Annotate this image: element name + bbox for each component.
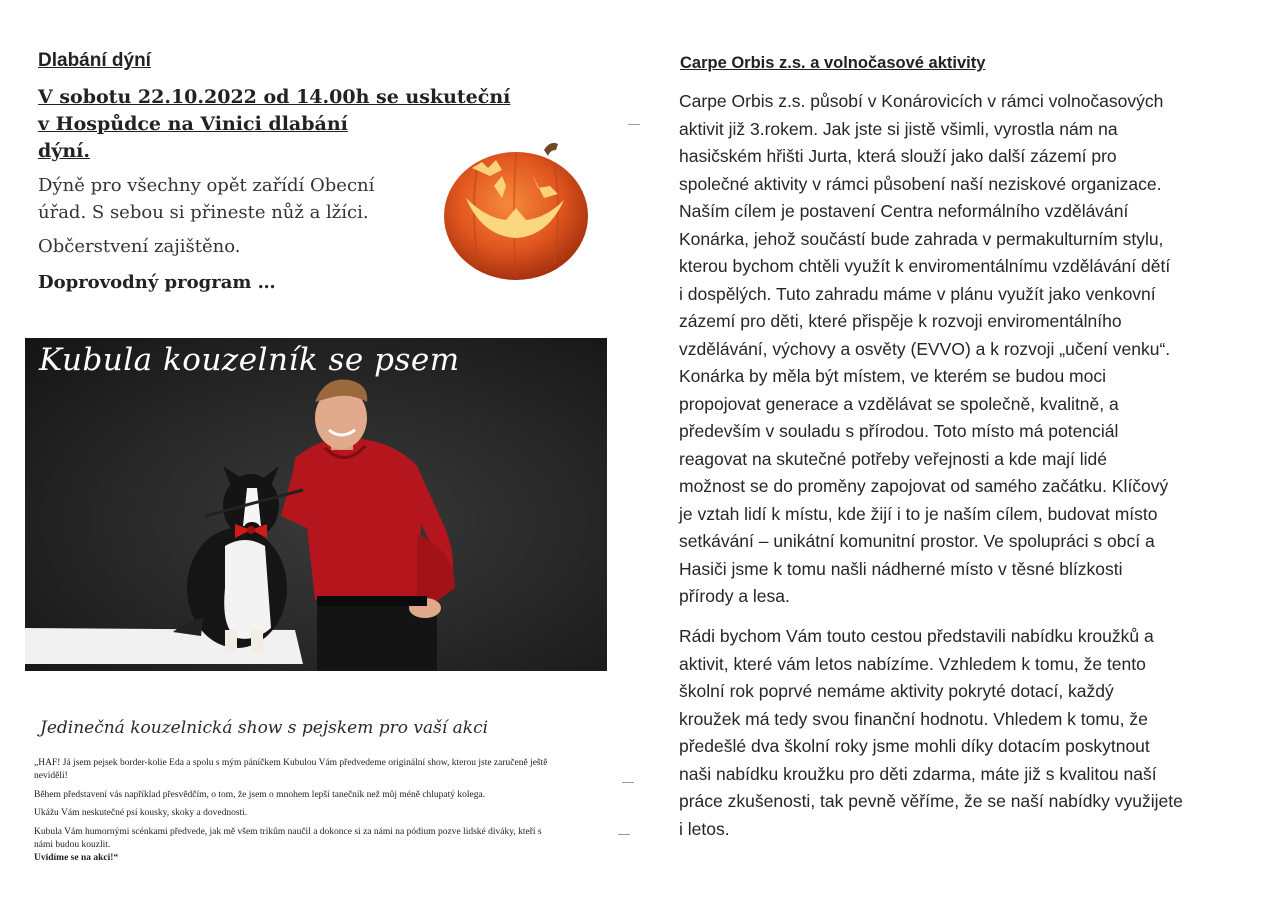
paragraph-line: přírody a lesa. (679, 586, 790, 606)
paragraph-line: aktivit, které vám letos nabízíme. Vzhledem k tomu, že tento (679, 653, 1146, 674)
paragraph-line: naši nabídku kroužku pro děti zdarma, máte již s kvalitou naší (679, 763, 1157, 784)
show-paragraph: Během představení vás například přesvědčím, o tom, že jsem o mnohem lepší tanečník než můj méně chlupatý kolega. (34, 790, 486, 800)
paragraph-line: Hasiči jsme k tomu našli nádherné místo v těsné blízkosti (679, 558, 1123, 579)
show-paragraph (34, 757, 604, 783)
paragraph-line: Rádi bychom Vám touto cestou představili nabídku kroužků a (679, 626, 1154, 646)
paragraph-line: vzdělávání, výchovy a osvěty (EVVO) a k rozvoji „učení venku“. (679, 338, 1171, 359)
activities-paragraph (679, 623, 1239, 843)
paragraph-line: Konárka, jehož součástí bude zahrada v permakulturním stylu, (679, 228, 1164, 249)
show-line: námi budou kouzlit. (34, 840, 111, 850)
show-line: „HAF! Já jsem pejsek border-kolie Eda a spolu s mým páníčkem Kubulou Vám předvedeme originální show, kterou jste zaručeně ještě (34, 758, 548, 768)
paragraph-line: Naším cílem je postavení Centra neformálního vzdělávání (679, 201, 1129, 221)
scan-mark (618, 834, 630, 835)
supplies-text (38, 172, 374, 226)
show-closing: Uvidíme se na akci!“ (34, 853, 119, 863)
paragraph-line: kterou bychom chtěli využít k enviromentálnímu vzdělávání dětí (679, 256, 1171, 276)
program-text: Doprovodný program … (38, 272, 276, 293)
paragraph-line: Carpe Orbis z.s. působí v Konárovicích v rámci volnočasových (679, 91, 1164, 111)
body-line: Dýně pro všechny opět zařídí Obecní (38, 175, 375, 196)
paragraph-line: práce zkušenosti, tak pevně věříme, že se naší nabídky využijete (679, 791, 1183, 811)
poster-title: Kubula kouzelník se psem (39, 342, 460, 378)
paragraph-line: propojovat generace a vzdělávat se společně, kvalitně, a (679, 393, 1119, 414)
paragraph-line: i dospělých. Tuto zahradu máme v plánu využít jako venkovní (679, 283, 1156, 304)
show-line: neviděli! (34, 771, 68, 781)
jack-o-lantern-icon (436, 134, 596, 286)
pumpkin-carving-title: Dlabání dýní (38, 50, 151, 71)
show-paragraph: Ukážu Vám neskutečné psí kousky, skoky a dovednosti. (34, 808, 248, 818)
show-paragraph (34, 826, 604, 865)
paragraph-line: zázemí pro děti, které přispěje k rozvoji enviromentálního (679, 311, 1122, 331)
body-line: úřad. S sebou si přineste nůž a lžíci. (38, 202, 369, 223)
paragraph-line: setkávání – unikátní komunitní prostor. Ve spolupráci s obcí a (679, 531, 1155, 551)
paragraph-line: možnost se do proměny zapojovat od samého začátku. Klíčový (679, 476, 1169, 496)
show-line: Kubula Vám humornými scénkami předvede, jak mě všem trikům naučil a dokonce si za námi na pódium pozve lidské diváky, kteří s (34, 827, 542, 837)
paragraph-line: Konárka by měla být místem, ve kterém se budou moci (679, 366, 1106, 386)
paragraph-line: především v souladu s přírodou. Toto místo má potenciál (679, 421, 1119, 441)
refreshments-text: Občerstvení zajištěno. (38, 236, 241, 257)
scan-mark (622, 782, 634, 783)
organization-heading: Carpe Orbis z.s. a volnočasové aktivity (680, 54, 986, 72)
scan-mark (628, 124, 640, 125)
event-line: V sobotu 22.10.2022 od 14.00h se uskuteční (38, 86, 511, 108)
paragraph-line: hasičském hřišti Jurta, která slouží jako další zázemí pro (679, 146, 1117, 166)
show-title: Jedinečná kouzelnická show s pejskem pro vaší akci (40, 718, 489, 738)
event-line: v Hospůdce na Vinici dlabání (38, 113, 348, 135)
event-line: dýní. (38, 140, 90, 162)
paragraph-line: i letos. (679, 818, 730, 839)
paragraph-line: reagovat na skutečné potřeby veřejnosti a kde mají lidé (679, 448, 1108, 469)
paragraph-line: kroužek má tedy svou finanční hodnotu. Vhledem k tomu, že (679, 708, 1148, 729)
organization-paragraph (679, 88, 1239, 611)
paragraph-line: aktivit již 3.rokem. Jak jste si jistě všimli, vyrostla nám na (679, 118, 1118, 139)
paragraph-line: je vztah lidí k místu, kde žijí i to je naším cílem, budovat místo (679, 503, 1158, 524)
paragraph-line: školní rok poprvé nemáme aktivity pokryté dotací, každý (679, 681, 1114, 701)
magician-with-border-collie-photo (25, 338, 607, 671)
paragraph-line: společné aktivity v rámci působení naší neziskové organizace. (679, 173, 1162, 194)
paragraph-line: předešlé dva školní roky jsme mohli díky dotacím poskytnout (679, 736, 1150, 756)
